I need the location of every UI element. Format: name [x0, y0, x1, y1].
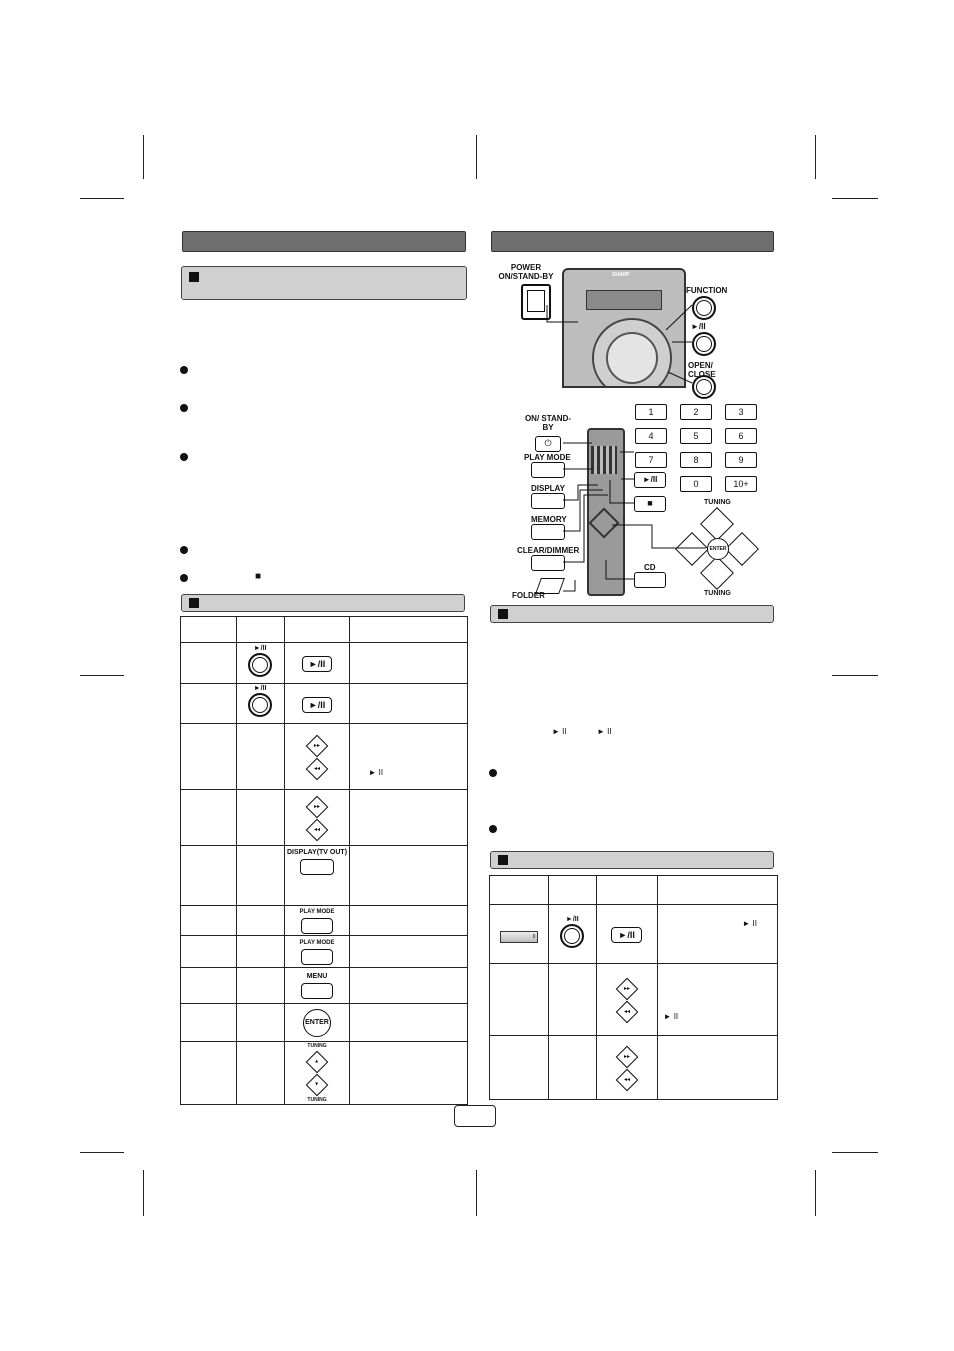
memory-label: MEMORY [531, 515, 567, 524]
power-label: POWER ON/STAND-BY [498, 263, 554, 281]
unit-play-pause-button-icon [248, 653, 272, 677]
subsection-header [490, 851, 774, 869]
skip-back-icon: ◂◂ [306, 757, 329, 780]
menu-label: MENU [306, 972, 328, 980]
skip-back-icon: ◂◂ [306, 818, 329, 841]
table-row [181, 790, 468, 846]
number-key[interactable]: 10+ [725, 476, 757, 492]
number-key[interactable]: 8 [680, 452, 712, 468]
page-number-box [454, 1105, 496, 1127]
crop-mark [80, 1152, 124, 1153]
number-key[interactable]: 1 [635, 404, 667, 420]
tuning-up-icon: ▴ [306, 1051, 329, 1074]
menu-button-icon [301, 983, 333, 999]
table-row [181, 724, 468, 790]
play-mode-button-icon [301, 918, 333, 934]
number-key[interactable]: 9 [725, 452, 757, 468]
crop-mark [815, 1170, 816, 1216]
number-key[interactable]: 2 [680, 404, 712, 420]
play-mode-label: PLAY MODE [299, 908, 335, 915]
play-mode-button-icon [301, 949, 333, 965]
remote-play-pause-button-icon: ►/II [611, 927, 641, 943]
table-row [181, 1004, 468, 1042]
on-standby-button[interactable]: ⏻ [535, 436, 561, 452]
unit-play-pause-label: ►/II [691, 322, 706, 331]
number-key[interactable]: 4 [635, 428, 667, 444]
on-standby-label: ON/ STAND-BY [524, 414, 572, 432]
clear-dimmer-label: CLEAR/DIMMER [517, 546, 580, 555]
table-row [181, 846, 468, 906]
play-pause-label: ►/II [253, 644, 267, 652]
skip-forward-icon: ▸▸ [306, 795, 329, 818]
skip-back-icon: ◂◂ [615, 1000, 638, 1023]
tuning-label: TUNING [307, 1097, 327, 1103]
cd-label: CD [644, 563, 656, 572]
crop-mark [832, 1152, 878, 1153]
crop-mark [832, 675, 878, 676]
skip-forward-icon: ▸▸ [306, 734, 329, 757]
left-operations-table [180, 616, 468, 1105]
square-marker-icon [498, 609, 508, 619]
play-pause-note: ► II [368, 768, 384, 777]
table-row [181, 906, 468, 936]
stop-icon: ■ [255, 571, 262, 582]
tuning-down-icon: ▾ [306, 1074, 329, 1097]
brand-logo: SHARP [612, 272, 630, 278]
skip-forward-icon: ▸▸ [615, 1045, 638, 1068]
folder-label: FOLDER [512, 591, 545, 600]
number-key[interactable]: 6 [725, 428, 757, 444]
tuning-label: TUNING [307, 1043, 327, 1049]
tuning-label-bottom: TUNING [704, 590, 731, 597]
remote-stop-button[interactable]: ■ [634, 496, 666, 512]
bullet [489, 825, 497, 833]
remote-play-pause-button-icon: ►/II [302, 656, 332, 672]
bullet [489, 769, 497, 777]
table-row [490, 905, 778, 964]
table-row [181, 684, 468, 724]
play-pause-note: ► II [597, 727, 612, 736]
play-pause-label: ►/II [565, 915, 579, 923]
leader-lines [0, 0, 954, 620]
number-key[interactable]: 0 [680, 476, 712, 492]
crop-mark [143, 1170, 144, 1216]
table-row [181, 1042, 468, 1105]
number-key[interactable]: 7 [635, 452, 667, 468]
play-mode-label: PLAY MODE [524, 453, 571, 462]
crop-mark [80, 675, 124, 676]
play-pause-note: ► II [663, 1012, 679, 1021]
crop-mark [476, 1170, 477, 1216]
number-key[interactable]: 5 [680, 428, 712, 444]
remote-play-pause-button-icon: ►/II [302, 697, 332, 713]
display-indicator-icon: II [500, 931, 538, 943]
display-tv-out-label: DISPLAY(TV OUT) [287, 849, 348, 856]
unit-play-pause-button-icon [560, 924, 584, 948]
table-header-row [181, 617, 468, 643]
skip-forward-icon: ▸▸ [615, 977, 638, 1000]
table-row [181, 643, 468, 684]
unit-play-pause-button-icon [248, 693, 272, 717]
function-label: FUNCTION [686, 286, 728, 295]
table-row [490, 1036, 778, 1100]
subsection-header [490, 605, 774, 623]
enter-button[interactable]: ENTER [707, 538, 729, 560]
table-header-row [490, 876, 778, 905]
number-key[interactable]: 3 [725, 404, 757, 420]
remote-play-pause-button[interactable]: ►/II [634, 472, 666, 488]
play-pause-label: ►/II [253, 685, 267, 692]
table-row [490, 964, 778, 1036]
right-operations-table [489, 875, 778, 1100]
display-label: DISPLAY [531, 484, 565, 493]
enter-button-icon: ENTER [303, 1009, 331, 1037]
play-pause-note: ► II [742, 919, 757, 928]
skip-back-icon: ◂◂ [615, 1068, 638, 1091]
play-pause-note: ► II [552, 727, 567, 736]
tuning-label-top: TUNING [704, 499, 731, 506]
open-close-label: OPEN/ CLOSE [688, 361, 716, 379]
square-marker-icon [498, 855, 508, 865]
display-button-icon [300, 859, 334, 875]
table-row [181, 936, 468, 968]
play-mode-label: PLAY MODE [299, 939, 335, 946]
table-row [181, 968, 468, 1004]
